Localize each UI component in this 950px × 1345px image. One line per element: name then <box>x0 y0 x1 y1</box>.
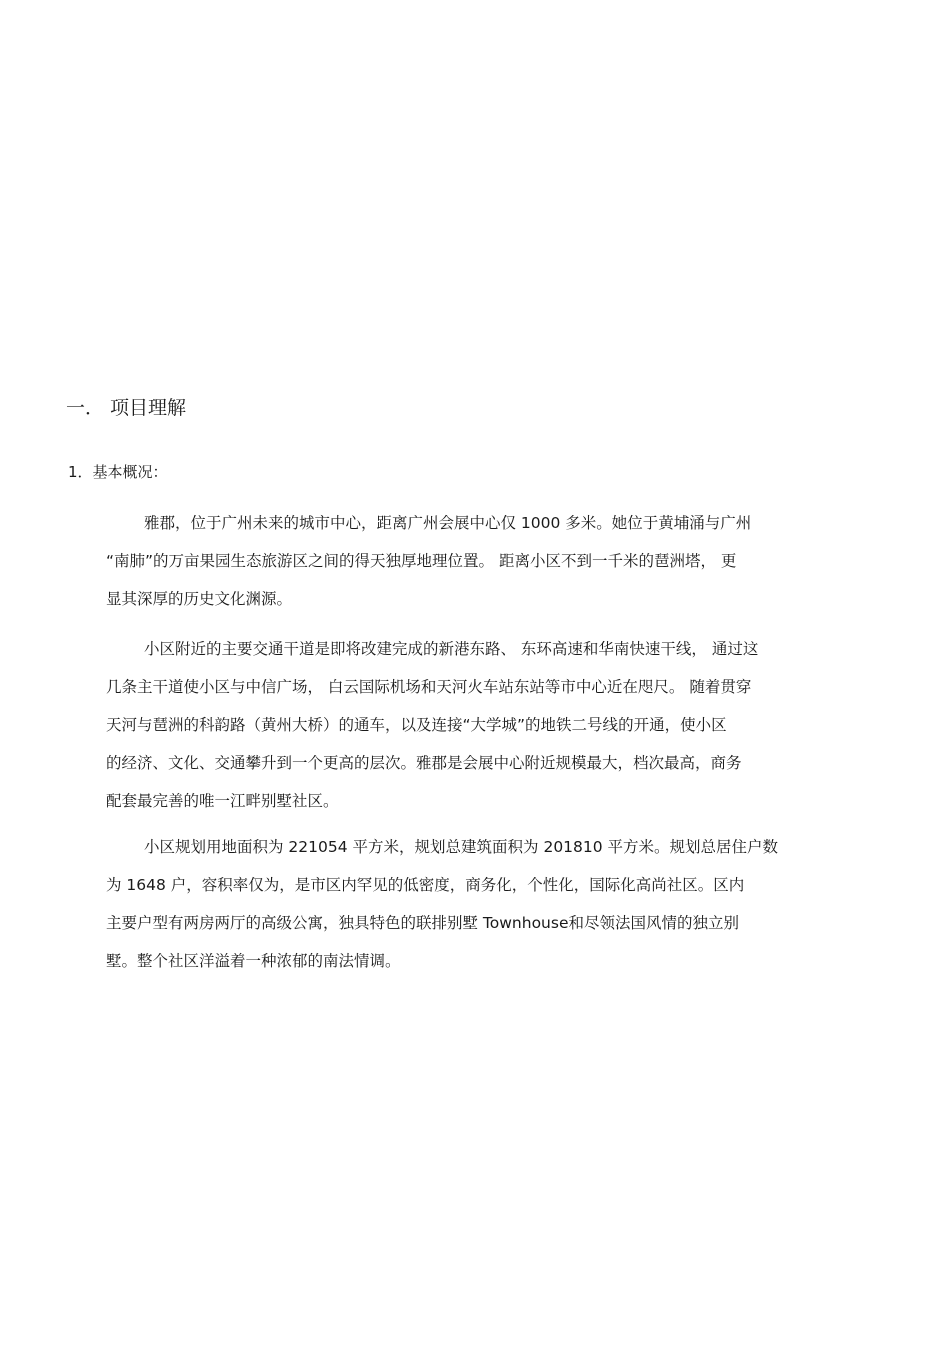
paragraph-transport <box>106 630 884 820</box>
paragraph-line: 墅。整个社区洋溢着一种浓郁的南法情调。 <box>106 952 401 970</box>
paragraph-line: 显其深厚的历史文化渊源。 <box>106 590 293 608</box>
paragraph-line: 小区附近的主要交通干道是即将改建完成的新港东路、 东环高速和华南快速干线， 通过这 <box>144 640 759 658</box>
section-heading: 一． 项目理解 <box>66 397 187 419</box>
paragraph-line: “南肺”的万亩果园生态旅游区之间的得天独厚地理位置。 距离小区不到一千米的琶洲塔， 更 <box>106 552 737 570</box>
paragraph-line: 雅郡，位于广州未来的城市中心，距离广州会展中心仅 1000 多米。她位于黄埔涌与广州 <box>144 514 752 532</box>
paragraph-location <box>106 504 884 618</box>
paragraph-line: 的经济、文化、交通攀升到一个更高的层次。雅郡是会展中心附近规模最大，档次最高，商务 <box>106 754 742 772</box>
paragraph-line: 主要户型有两房两厅的高级公寓，独具特色的联排别墅 Townhouse和尽领法国风情的独立别 <box>106 914 739 932</box>
paragraph-line: 小区规划用地面积为 221054 平方米，规划总建筑面积为 201810 平方米。规划总居住户数 <box>144 838 779 856</box>
paragraph-line: 为 1648 户，容积率仅为，是市区内罕见的低密度，商务化，个性化，国际化高尚社区。区内 <box>106 876 745 894</box>
paragraph-planning <box>106 828 884 980</box>
paragraph-line: 配套最完善的唯一江畔别墅社区。 <box>106 792 339 810</box>
paragraph-line: 几条主干道使小区与中信广场， 白云国际机场和天河火车站东站等市中心近在咫尺。 随着贯穿 <box>106 678 752 696</box>
paragraph-line: 天河与琶洲的科韵路（黄州大桥）的通车，以及连接“大学城”的地铁二号线的开通，使小区 <box>106 716 727 734</box>
sub-heading: 1．基本概况： <box>68 463 168 481</box>
